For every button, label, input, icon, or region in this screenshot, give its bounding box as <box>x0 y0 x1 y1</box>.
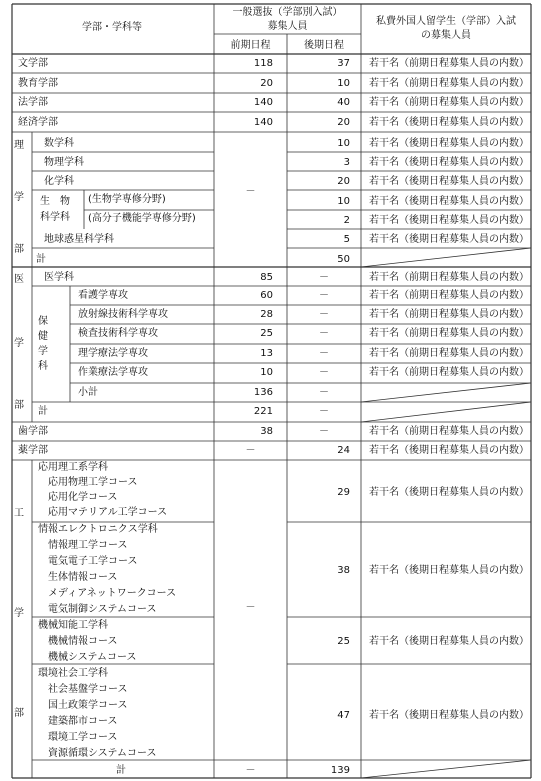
late-count: 20 <box>337 176 350 187</box>
early-count: 60 <box>260 290 273 301</box>
faculty-vertical-char: 部 <box>14 400 24 411</box>
eng-course-name: 応用マテリアル工学コース <box>48 507 168 518</box>
major-name: 検査技術科学専攻 <box>78 328 158 339</box>
eng-course-name: 電気電子工学コース <box>48 556 138 567</box>
dept-name: 地球惑星科学科 <box>44 234 114 245</box>
eng-course-name: メディアネットワークコース <box>48 588 177 599</box>
intl-note: 若干名（前期日程募集人員の内数） <box>369 272 529 283</box>
early-count: 20 <box>260 78 273 89</box>
eng-course-name: 社会基盤学コース <box>48 684 128 695</box>
intl-note: 若干名（前期日程募集人員の内数） <box>369 97 529 108</box>
late-dash: － <box>319 387 329 398</box>
faculty-vertical-char: 部 <box>14 708 24 719</box>
intl-note: 若干名（前期日程募集人員の内数） <box>369 328 529 339</box>
eng-dept-name: 機械知能工学科 <box>38 620 108 631</box>
faculty-vertical-char: 理 <box>14 140 24 151</box>
hoken-vertical-char: 科 <box>38 361 48 372</box>
eng-course-name: 資源循環システムコース <box>48 748 157 759</box>
grid-line <box>361 760 531 778</box>
faculty-vertical-char: 部 <box>14 244 24 255</box>
eng-course-name: 機械システムコース <box>48 652 137 663</box>
intl-note: 若干名（前期日程募集人員の内数） <box>369 290 529 301</box>
eng-course-name: 生体情報コース <box>48 572 118 583</box>
hoken-vertical-char: 保 <box>38 316 48 327</box>
late-dash: － <box>319 309 329 320</box>
faculty-name: 歯学部 <box>18 426 48 437</box>
hoken-vertical-char: 健 <box>38 331 48 342</box>
eng-course-name: 応用物理工学コース <box>48 477 138 488</box>
early-dash: － <box>245 186 256 197</box>
dept-name: 医学科 <box>44 272 74 283</box>
late-count: 40 <box>337 97 350 108</box>
eng-course-name: 環境工学コース <box>48 732 118 743</box>
early-count: 118 <box>253 58 273 69</box>
eng-course-name: 応用化学コース <box>48 492 118 503</box>
intl-note: 若干名（前期日程募集人員の内数） <box>369 58 529 69</box>
major-name: 看護学専攻 <box>78 290 128 301</box>
header-general-line1: 一般選抜（学部別入試） <box>232 7 343 18</box>
intl-note: 若干名（後期日程募集人員の内数） <box>369 487 529 498</box>
faculty-name: 経済学部 <box>18 117 58 128</box>
bio-label-line2: 科学科 <box>40 212 70 223</box>
header-early: 前期日程 <box>230 40 271 51</box>
late-count: 37 <box>337 58 350 69</box>
intl-note: 若干名（後期日程募集人員の内数） <box>369 196 529 207</box>
intl-note: 若干名（後期日程募集人員の内数） <box>369 215 529 226</box>
late-count: 47 <box>337 710 350 721</box>
header-dept: 学部・学科等 <box>82 22 142 33</box>
late-count: 3 <box>343 157 350 168</box>
late-dash: － <box>319 328 329 339</box>
total-label: 計 <box>36 254 46 265</box>
header-general-line2: 募集人員 <box>267 21 308 32</box>
grid-line <box>361 248 531 267</box>
early-count: 140 <box>253 117 273 128</box>
early-count: 28 <box>260 309 273 320</box>
dept-name: 数学科 <box>44 138 74 149</box>
late-count: 38 <box>337 565 350 576</box>
major-name: 理学療法学専攻 <box>78 348 148 359</box>
eng-course-name: 国土政策学コース <box>48 700 128 711</box>
faculty-vertical-char: 工 <box>14 508 24 519</box>
intl-note: 若干名（前期日程募集人員の内数） <box>369 367 529 378</box>
faculty-vertical-char: 学 <box>14 192 24 203</box>
eng-course-name: 建築都市コース <box>48 716 118 727</box>
early-count: 25 <box>260 328 273 339</box>
intl-note: 若干名（後期日程募集人員の内数） <box>369 157 529 168</box>
intl-note: 若干名（後期日程募集人員の内数） <box>369 636 529 647</box>
header-late: 後期日程 <box>304 40 344 51</box>
early-dash: － <box>245 445 256 456</box>
late-total: 139 <box>330 765 350 776</box>
intl-note: 若干名（後期日程募集人員の内数） <box>369 445 529 456</box>
late-dash: － <box>319 348 329 359</box>
early-dash: － <box>245 602 256 613</box>
eng-course-name: 機械情報コース <box>48 636 118 647</box>
eng-dept-name: 情報エレクトロニクス学科 <box>38 524 158 535</box>
header-intl-line2: の募集人員 <box>421 30 471 41</box>
early-total: 221 <box>253 406 273 417</box>
eng-dept-name: 環境社会工学科 <box>38 668 108 679</box>
late-dash: － <box>319 367 329 378</box>
late-dash: － <box>319 272 329 283</box>
late-count: 24 <box>337 445 350 456</box>
early-dash: － <box>245 765 256 776</box>
intl-note: 若干名（前期日程募集人員の内数） <box>369 348 529 359</box>
eng-course-name: 情報理工学コース <box>48 540 128 551</box>
faculty-vertical-char: 医 <box>14 274 24 285</box>
bio-label-line1: 生 物 <box>40 196 70 207</box>
intl-note: 若干名（後期日程募集人員の内数） <box>369 176 529 187</box>
faculty-name: 教育学部 <box>18 78 58 89</box>
late-count: 2 <box>343 215 350 226</box>
intl-note: 若干名（後期日程募集人員の内数） <box>369 234 529 245</box>
late-count: 10 <box>337 138 350 149</box>
faculty-name: 文学部 <box>18 58 48 69</box>
dept-name: 化学科 <box>44 176 74 187</box>
dept-name: (高分子機能学専修分野) <box>88 213 196 224</box>
early-count: 13 <box>260 348 273 359</box>
eng-course-name: 電気制御システムコース <box>48 604 157 615</box>
intl-note: 若干名（後期日程募集人員の内数） <box>369 117 529 128</box>
eng-dept-name: 応用理工系学科 <box>38 462 108 473</box>
intl-note: 若干名（後期日程募集人員の内数） <box>369 138 529 149</box>
intl-note: 若干名（前期日程募集人員の内数） <box>369 78 529 89</box>
intl-note: 若干名（後期日程募集人員の内数） <box>369 565 529 576</box>
faculty-vertical-char: 学 <box>14 338 24 349</box>
early-count: 85 <box>260 272 273 283</box>
late-count: 5 <box>343 234 350 245</box>
grid-line <box>361 383 531 402</box>
faculty-vertical-char: 学 <box>14 608 24 619</box>
grid-line <box>361 402 531 422</box>
early-count: 38 <box>260 426 273 437</box>
late-count: 25 <box>337 636 350 647</box>
major-name: 放射線技術科学専攻 <box>78 309 168 320</box>
late-dash: － <box>319 426 329 437</box>
major-name: 作業療法学専攻 <box>78 367 148 378</box>
intl-note: 若干名（前期日程募集人員の内数） <box>369 309 529 320</box>
intl-note: 若干名（前期日程募集人員の内数） <box>369 426 529 437</box>
early-count: 140 <box>253 97 273 108</box>
late-count: 29 <box>337 487 350 498</box>
hoken-vertical-char: 学 <box>38 346 48 357</box>
late-count: 10 <box>337 196 350 207</box>
total-label: 計 <box>116 765 126 776</box>
late-dash: － <box>319 290 329 301</box>
total-label: 計 <box>38 406 48 417</box>
late-count: 10 <box>337 78 350 89</box>
late-total: 50 <box>337 254 350 265</box>
early-count: 10 <box>260 367 273 378</box>
header-intl-line1: 私費外国人留学生（学部）入試 <box>376 16 516 27</box>
intl-note: 若干名（後期日程募集人員の内数） <box>369 710 529 721</box>
subtotal-label: 小計 <box>78 387 98 398</box>
faculty-name: 法学部 <box>18 97 48 108</box>
faculty-name: 薬学部 <box>18 445 48 456</box>
late-dash: － <box>319 406 329 417</box>
late-count: 20 <box>337 117 350 128</box>
dept-name: (生物学専修分野) <box>88 194 166 205</box>
early-subtotal: 136 <box>253 387 273 398</box>
dept-name: 物理学科 <box>44 157 84 168</box>
